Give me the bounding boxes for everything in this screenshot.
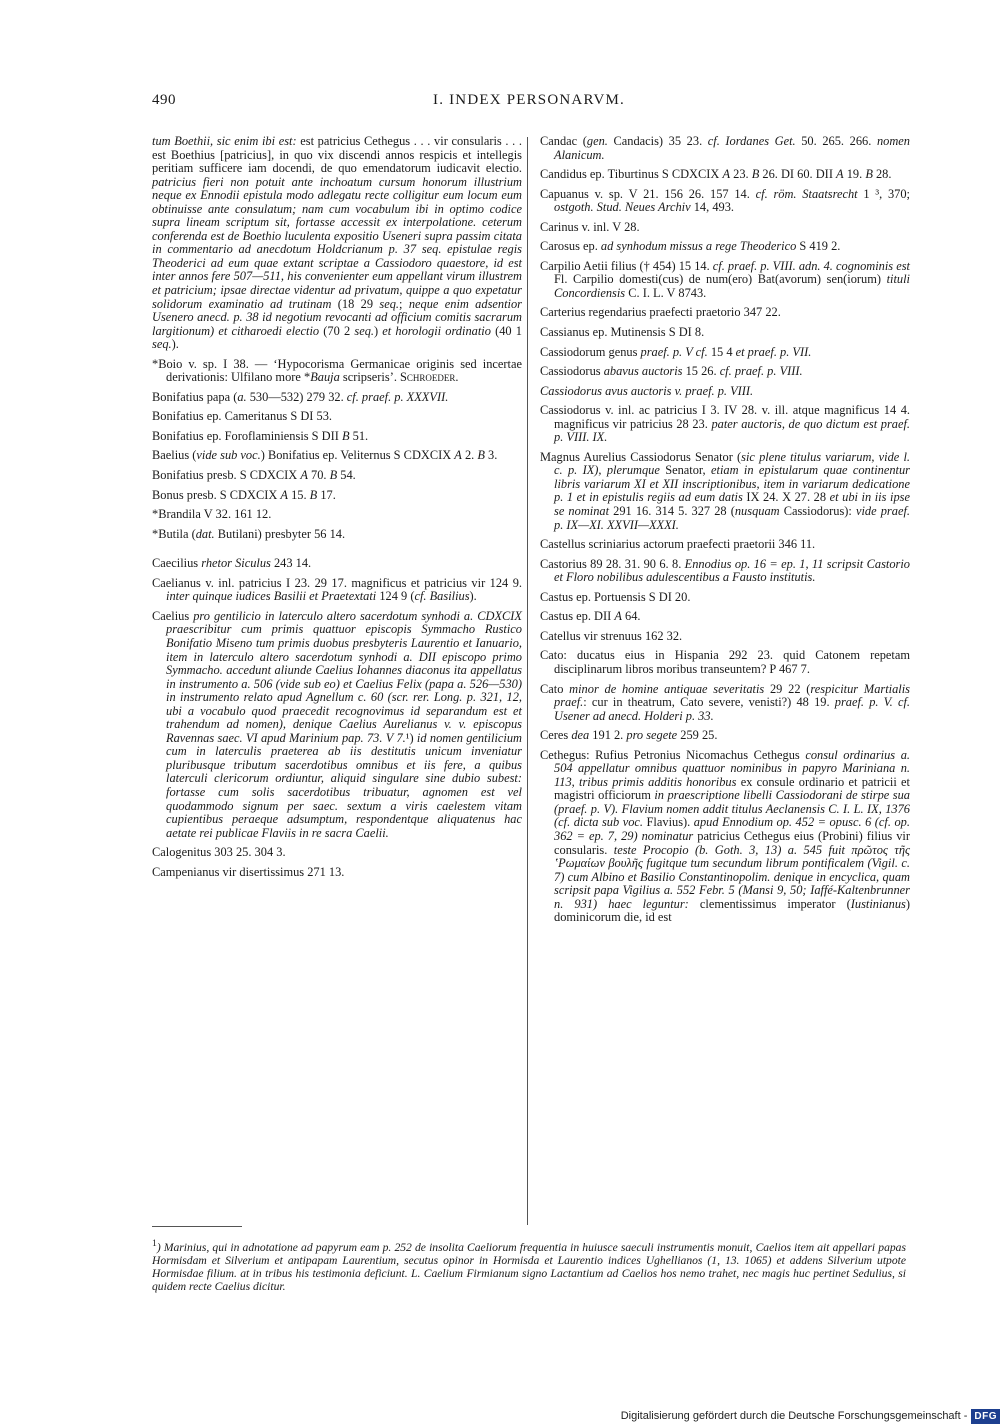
footnote: $^1$) Marinius, qui in adnotatione ad papyrum eam p. 252 de insolita Caeliorum frequentia in huiusce saeculi instrumentis monuit, Caelios item ait appellari papas Hormisdam et Silverium et antipapam Laurentium, secutus opinor in Hormisda et Laurentio indices Ughellianos (1, 13. 1065) et addens Silverium utpote Hormisdae filium. at in tribus his testimonia deficiunt. L. Caelium Firmianum signo Lactantium ad Caelios hos nemo trahet, nec magis huc pertinet Sedulius, si quidem recte Caelius dicitur. — [152, 1238, 906, 1294]
index-entry: Castus ep. DII A 64. — [540, 609, 641, 624]
footer-text: Digitalisierung gefördert durch die Deutsche Forschungsgemeinschaft - — [620, 1410, 968, 1422]
index-entry: Capuanus v. sp. V 21. 156 26. 157 14. cf. röm. Staatsrecht 1 ³, 370; ostgoth. Stud. Neues Archiv 14, 493. — [540, 186, 910, 215]
index-entry: Calogenitus 303 25. 304 3. — [152, 845, 286, 860]
index-entry: Carterius regendarius praefecti praetorio 347 22. — [540, 305, 781, 320]
page-header — [152, 92, 906, 116]
footer-credit — [621, 1407, 1000, 1425]
index-entry: Cethegus: Rufius Petronius Nicomachus Cethegus consul ordinarius a. 504 appellatur omnibus quattuor nominibus in papyro Mariniana n. 113, tribus primis additis honoribus ex consule ordinario et patricii et magistri officiorum in praescriptione libelli Cassiodorani de stirpe sua (praef. p. V). Flavium nomen addit titulus Aeclanensis C. I. L. IX, 1376 (cf. dicta sub voc. Flavius). apud Ennodium op. 452 = opusc. 6 (cf. op. 362 = ep. 7, 29) nominatur patricius Cethegus eius (Probini) filius vir consularis. teste Procopio (b. Goth. 3, 13) a. 545 fuit πρῶτος τῆς ʽΡωμαίων βουλῆς fugitque tum secundum librum pontificalem (Vigil. c. 7) cum Albino et Basilio Constantinopolim. denique in encyclica, quam scripsit papa Vigilius a. 552 Febr. 5 (Mansi 9, 50; Iaffé-Kaltenbrunner n. 931) haec leguntur: clementissimus imperator (Iustinianus) dominicorum die, id est — [540, 747, 910, 925]
left-column — [152, 135, 522, 885]
index-entry: Cato: ducatus eius in Hispania 292 23. quid Catonem repetam disciplinarum libros moribus transeuntem? P 467 7. — [540, 648, 910, 676]
page-number: 490 — [152, 92, 176, 108]
index-entry: *Brandila V 32. 161 12. — [152, 507, 272, 522]
index-entry: Cassianus ep. Mutinensis S DI 8. — [540, 325, 705, 340]
column-divider — [527, 137, 528, 1225]
index-entry: Carosus ep. ad synhodum missus a rege Theoderico S 419 2. — [540, 239, 841, 254]
index-entry: Cassiodorus abavus auctoris 15 26. cf. praef. p. VIII. — [540, 364, 803, 379]
index-entry: *Butila (dat. Butilani) presbyter 56 14. — [152, 526, 346, 541]
index-entry: *Boio v. sp. I 38. — ‘Hypocorisma Germanicae originis sed incertae derivationis: Ulfilano more *Bauja scripseris’. Schroeder. — [152, 356, 522, 385]
index-entry: Castus ep. Portuensis S DI 20. — [540, 589, 691, 604]
index-entry: Bonifatius ep. Cameritanus S DI 53. — [152, 409, 332, 424]
index-entry: Baelius (vide sub voc.) Bonifatius ep. Veliternus S CDXCIX A 2. B 3. — [152, 448, 498, 463]
dfg-logo: DFG — [971, 1409, 1000, 1424]
index-entry: Caecilius rhetor Siculus 243 14. — [152, 556, 312, 571]
index-entry: Caelianus v. inl. patricius I 23. 29 17. magnificus et patricius vir 124 9. inter quinque iudices Basilii et Praetextati 124 9 (cf. Basilius). — [152, 575, 522, 604]
index-entry: Caelius pro gentilicio in laterculo altero sacerdotum synhodi a. CDXCIX praescribitur cum primis quattuor episcopis Symmacho Rustico Bonifatio Miseno tum primis duobus presbyteris Laurentio et Ianuario, item in laterculo altero sacerdotum synhodi a. DII episcopo primo Symmacho. accedunt aliunde Caelius Iohannes diaconus ita appellatus in instrumento a. 506 (vide sub eo) et Caelius Felix (papa a. 526—530) in instrumento relato apud Agnellum c. 60 (scr. rer. Long. p. 321, 12, ubi a vocabulo quod praecedit recognovimus id separandum est et trahendum ad nomen), denique Caelius Aurelianus v. v. episcopus Ravennas saec. VI apud Marinium pap. 73. V 7.¹) id nomen gentilicium cum in laterculis praeterea ab iis destitutis unicum inveniatur pluribusque tributum sacerdotibus omnibus et iis fere, a quibus laterculi clericorum ordiuntur, aliquid singulare sine dubio subest: fortasse cum solis sacerdotibus tribuatur, agnomen est vel quodammodo signum per saec. sextum a viris caelestem vitam cupientibus peraeque adsumptum, respondentque aliquatenus hac aetate rei publicae Flaviis in re sacra Caelii. — [152, 608, 522, 840]
index-entry: Bonifatius papa (a. 530—532) 279 32. cf. praef. p. XXXVII. — [152, 389, 449, 404]
index-entry: Cassiodorus v. inl. ac patricius I 3. IV 28. v. ill. atque magnificus 14 4. magnificus vir patricius 28 23. pater auctoris, de quo dictum est praef. p. VIII. IX. — [540, 403, 910, 445]
index-entry: Cassiodorus avus auctoris v. praef. p. VIII. — [540, 383, 754, 398]
index-entry: Campenianus vir disertissimus 271 13. — [152, 864, 345, 879]
index-entry: Cassiodorum genus praef. p. V cf. 15 4 et praef. p. VII. — [540, 344, 812, 359]
index-entry: Cato minor de homine antiquae severitatis 29 22 (respicitur Martialis praef.: cur in theatrum, Cato severe, venisti?) 48 19. praef. p. V. cf. Usener ad anecd. Holderi p. 33. — [540, 681, 911, 723]
index-entry: Bonifatius ep. Foroflaminiensis S DII B 51. — [152, 428, 369, 443]
index-entry: Bonifatius presb. S CDXCIX A 70. B 54. — [152, 468, 356, 483]
running-title: I. INDEX PERSONARVM. — [433, 92, 625, 108]
index-entry: Castorius 89 28. 31. 90 6. 8. Ennodius op. 16 = ep. 1, 11 scripsit Castorio et Floro nobilibus adulescentibus a Fausto institutis. — [540, 556, 910, 585]
index-entry: Ceres dea 191 2. pro segete 259 25. — [540, 728, 718, 743]
index-entry: Carpilio Aetii filius († 454) 15 14. cf. praef. p. VIII. adn. 4. cognominis est Fl. Carpilio domesti(cus) de num(ero) Bat(avorum) sen(iorum) tituli Concordiensis C. I. L. V 8743. — [540, 258, 910, 300]
index-entry: Carinus v. inl. V 28. — [540, 219, 640, 234]
right-column — [540, 135, 910, 931]
index-entry: Magnus Aurelius Cassiodorus Senator (sic plene titulus variarum, vide l. c. p. IX), plerumque Senator, etiam in epistularum quae continentur libris variarum XI et XII inscriptionibus, item in variarum dedicatione p. 1 et in epistulis regiis ad eum datis IX 24. X 27. 28 et ubi in iis ipse se nominat 291 16. 314 5. 327 28 (nusquam Cassiodorus): vide praef. p. IX—XI. XXVII—XXXI. — [540, 449, 911, 532]
footnote-rule — [152, 1226, 242, 1227]
index-entry: Candidus ep. Tiburtinus S CDXCIX A 23. B 26. DI 60. DII A 19. B 28. — [540, 167, 892, 182]
index-entry: Candac (gen. Candacis) 35 23. cf. Iordanes Get. 50. 265. 266. nomen Alanicum. — [540, 134, 910, 162]
index-entry: Catellus vir strenuus 162 32. — [540, 628, 683, 643]
index-entry: Bonus presb. S CDXCIX A 15. B 17. — [152, 487, 336, 502]
index-entry: Castellus scriniarius actorum praefecti praetorii 346 11. — [540, 537, 816, 552]
index-entry: tum Boethii, sic enim ibi est: est patricius Cethegus . . . vir consularis . . . est Boethius [patricius], in quo vix discendi annos respicis et intellegis peritiam sufficere iam docendi, de quo emendatorum iudicavit electio. patricius fieri non potuit ante inchoatum cursum honorum illustrium neque ex Ennodii epistula modo adlegatu recte colligitur eum locum eum obtinuisse ante consulatum; nam cum vocabulum ibi in optimo codice supra lineam scriptum sit, fortasse accessit ex interpolatione. ceterum conferenda est de Boethio luculenta expositio Useneri supra passim citata in commentario ad anecdotum Holdcrianum p. 37 seq. epistulae regis Theoderici ad eum quae extant scriptae a Cassiodoro quaestore, id est inter annos fere 507—511, his convenienter eum appellant virum illustrem et patricium; ipsae directae videntur ad privatum, quippe a quo expetatur solidorum examinatio ad trutinam (18 29 seq.; neque enim adsentior Usenero anecd. p. 38 id negotium revocanti ad officium comitis sacrarum largitionum) et citharoedi electio (70 2 seq.) et horologii ordinatio (40 1 seq.). — [152, 134, 522, 352]
